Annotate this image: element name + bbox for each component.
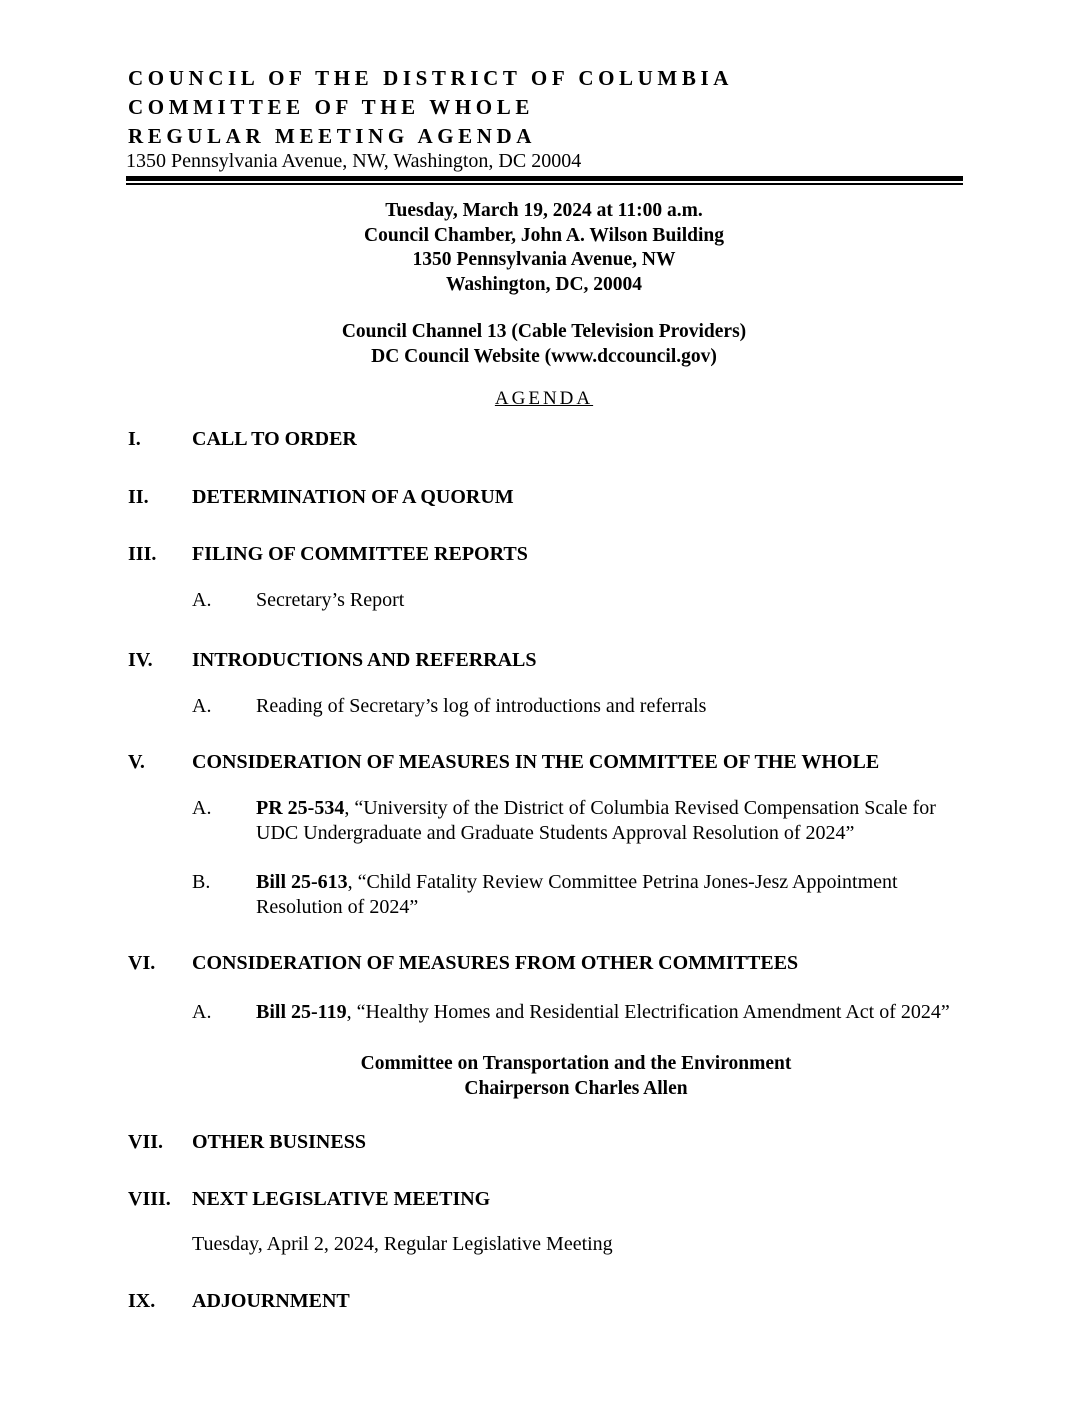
- section-title: ADJOURNMENT: [192, 1290, 350, 1312]
- section-title: CALL TO ORDER: [192, 428, 357, 450]
- broadcast-info: [0, 320, 1088, 369]
- section-number: VIII.: [128, 1188, 171, 1210]
- section-title: DETERMINATION OF A QUORUM: [192, 486, 514, 508]
- bill-title: , “Healthy Homes and Residential Electrification Amendment Act of 2024”: [346, 1001, 950, 1023]
- meeting-datetime: Tuesday, March 19, 2024 at 11:00 a.m.: [385, 200, 703, 221]
- item-letter: A.: [192, 695, 212, 717]
- committee-note: [64, 1052, 1088, 1101]
- section-number: V.: [128, 751, 145, 773]
- section-title: FILING OF COMMITTEE REPORTS: [192, 543, 528, 565]
- header-address: 1350 Pennsylvania Avenue, NW, Washington, DC 20004: [126, 150, 582, 172]
- item-letter: A.: [192, 1001, 212, 1023]
- header-divider-thin: [126, 183, 963, 185]
- committee-chair: Chairperson Charles Allen: [464, 1077, 688, 1099]
- item-text: Secretary’s Report: [256, 589, 405, 611]
- header-council-name: COUNCIL OF THE DISTRICT OF COLUMBIA: [128, 66, 733, 90]
- section-number: III.: [128, 543, 157, 565]
- section-title: NEXT LEGISLATIVE MEETING: [192, 1188, 491, 1210]
- section-number: I.: [128, 428, 141, 450]
- broadcast-website: DC Council Website (www.dccouncil.gov): [371, 345, 717, 367]
- item-text: Reading of Secretary’s log of introductions and referrals: [256, 695, 707, 717]
- broadcast-channel: Council Channel 13 (Cable Television Providers): [341, 321, 747, 342]
- section-number: II.: [128, 486, 149, 508]
- section-number: VII.: [128, 1131, 164, 1153]
- bill-number: Bill 25-613: [256, 871, 348, 893]
- item-text: [256, 870, 956, 920]
- header-committee-name: COMMITTEE OF THE WHOLE: [128, 95, 534, 119]
- meeting-info: [0, 199, 1088, 297]
- bill-title: , “Child Fatality Review Committee Petrina Jones-Jesz Appointment Resolution of 2024”: [256, 871, 898, 918]
- item-text: [256, 796, 956, 846]
- section-number: IX.: [128, 1290, 156, 1312]
- agenda-heading: [0, 388, 1088, 410]
- committee-name: Committee on Transportation and the Environment: [360, 1053, 792, 1074]
- agenda-heading-text: AGENDA: [494, 388, 594, 409]
- item-letter: A.: [192, 797, 212, 819]
- section-number: IV.: [128, 649, 153, 671]
- bill-title: , “University of the District of Columbia Revised Compensation Scale for UDC Undergraduate and Graduate Students Approval Resolution of 2024”: [256, 797, 936, 844]
- header-document-type: REGULAR MEETING AGENDA: [128, 124, 537, 148]
- section-title: OTHER BUSINESS: [192, 1131, 366, 1153]
- bill-number: Bill 25-119: [256, 1001, 347, 1023]
- section-title: INTRODUCTIONS AND REFERRALS: [192, 649, 537, 671]
- item-letter: A.: [192, 589, 212, 611]
- section-number: VI.: [128, 952, 156, 974]
- section-title: CONSIDERATION OF MEASURES IN THE COMMITTEE OF THE WHOLE: [192, 751, 880, 773]
- header-divider-thick: [126, 176, 963, 181]
- bill-number: PR 25-534: [256, 797, 345, 819]
- item-text: [256, 1000, 956, 1025]
- meeting-location: Council Chamber, John A. Wilson Building: [364, 224, 724, 246]
- meeting-street: 1350 Pennsylvania Avenue, NW: [412, 249, 676, 270]
- meeting-city: Washington, DC, 20004: [445, 273, 643, 295]
- section-title: CONSIDERATION OF MEASURES FROM OTHER COMMITTEES: [192, 952, 799, 974]
- next-meeting-date: Tuesday, April 2, 2024, Regular Legislative Meeting: [192, 1233, 613, 1255]
- item-letter: B.: [192, 871, 211, 893]
